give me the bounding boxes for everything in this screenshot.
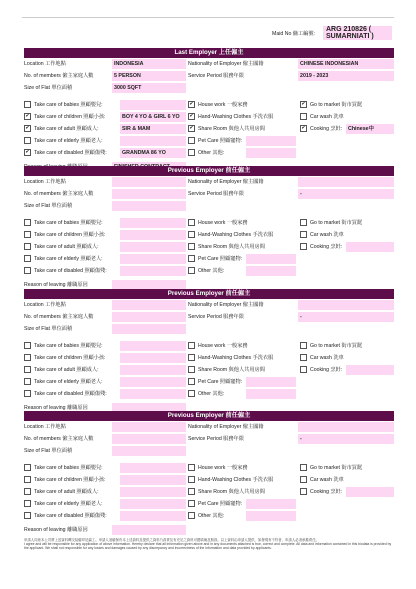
- other-field: [246, 266, 296, 276]
- members-label: No. of members 僱主家庭人數: [24, 314, 94, 320]
- car-checkbox[interactable]: [300, 231, 307, 238]
- location-field: [112, 422, 186, 432]
- duty-row: [24, 510, 394, 522]
- share-label: Share Room 與他人共用房間: [198, 489, 265, 495]
- flat-field: [112, 324, 186, 334]
- nationality-label: Nationality of Employer 僱主國籍: [188, 424, 264, 430]
- car-label: Car wash 洗車: [310, 232, 344, 238]
- section-title: Last Employer 上任僱主: [24, 48, 394, 58]
- children-field: BOY 4 YO & GIRL 6 YO: [120, 112, 186, 122]
- top-divider: [22, 17, 394, 18]
- location-field: [112, 177, 186, 187]
- pet-field: [246, 254, 296, 264]
- pet-checkbox[interactable]: [188, 255, 195, 262]
- location-field: [112, 300, 186, 310]
- children-label: Take care of children 照顧小孩:: [34, 114, 106, 120]
- pet-checkbox[interactable]: [188, 500, 195, 507]
- duty-row: [24, 135, 394, 147]
- employer-section: [24, 166, 394, 291]
- market-checkbox[interactable]: ✔: [301, 101, 306, 107]
- declaration-footer: [24, 538, 394, 551]
- house-label: House work 一般家務: [198, 465, 248, 471]
- location-label: Location 工作地點: [24, 424, 66, 430]
- share-checkbox[interactable]: [188, 243, 195, 250]
- maid-number-label: Maid No 傭工編號:: [272, 30, 315, 37]
- hand-label: Hand-Washing Clothes 手洗衣服: [198, 477, 274, 483]
- children-checkbox[interactable]: [24, 476, 31, 483]
- duty-row: [24, 253, 394, 265]
- nationality-label: Nationality of Employer 僱主國籍: [188, 179, 264, 185]
- adult-label: Take care of adult 照顧成人:: [34, 244, 99, 250]
- cooking-label: Cooking 烹飪:: [310, 489, 343, 495]
- nationality-label: Nationality of Employer 僱主國籍: [188, 302, 264, 308]
- other-field: [246, 389, 296, 399]
- pet-field: [246, 377, 296, 387]
- house-label: House work 一般家務: [198, 102, 248, 108]
- car-checkbox[interactable]: [300, 354, 307, 361]
- disabled-field: GRANDMA 86 YO: [120, 148, 186, 158]
- cooking-checkbox[interactable]: ✔: [301, 125, 306, 131]
- other-checkbox[interactable]: [188, 390, 195, 397]
- pet-label: Pet Care 照顧寵物:: [198, 501, 243, 507]
- declaration-en: I agree and will be responsible for any application of above information. Hereby declare that all information given above and in any documents attached is true, correct and complete. All data and information contained in this biodata is provided by the applicant. We shall not responsible for any losses and damages caused by any discrepancy and incorrectness of the information and data provided by applicants.: [24, 542, 392, 551]
- babies-label: Take care of babies 照顧嬰兒:: [34, 220, 103, 226]
- other-checkbox[interactable]: [188, 149, 195, 156]
- elderly-checkbox[interactable]: [24, 378, 31, 385]
- disabled-checkbox[interactable]: [24, 267, 31, 274]
- share-checkbox[interactable]: [188, 366, 195, 373]
- flat-row: [24, 445, 394, 457]
- members-field: [112, 434, 186, 444]
- pet-label: Pet Care 照顧寵物:: [198, 256, 243, 262]
- house-checkbox[interactable]: [188, 464, 195, 471]
- reason-row: [24, 524, 394, 536]
- location-label: Location 工作地點: [24, 61, 66, 67]
- house-label: House work 一般家務: [198, 343, 248, 349]
- period-label: Service Period 服務年限: [188, 314, 244, 320]
- nationality-label: Nationality of Employer 僱主國籍: [188, 61, 264, 67]
- children-checkbox[interactable]: [24, 231, 31, 238]
- members-row: [24, 311, 394, 323]
- disabled-field: [120, 511, 186, 521]
- section-title: Previous Employer 前任僱主: [24, 411, 394, 421]
- other-field: [246, 148, 296, 158]
- babies-checkbox[interactable]: [24, 219, 31, 226]
- flat-label: Size of Flat 單位面積: [24, 326, 73, 332]
- elderly-checkbox[interactable]: [24, 255, 31, 262]
- pet-label: Pet Care 照顧寵物:: [198, 138, 243, 144]
- cooking-field: [346, 365, 394, 375]
- members-label: No. of members 僱主家庭人數: [24, 191, 94, 197]
- period-field: 2019 - 2023: [298, 71, 394, 81]
- car-label: Car wash 洗車: [310, 355, 344, 361]
- elderly-field: [120, 499, 186, 509]
- elderly-field: [120, 136, 186, 146]
- market-checkbox[interactable]: [300, 219, 307, 226]
- share-checkbox[interactable]: ✔: [189, 125, 194, 131]
- pet-field: [246, 499, 296, 509]
- children-field: [120, 475, 186, 485]
- section-title: Previous Employer 前任僱主: [24, 289, 394, 299]
- other-label: Other 其他:: [198, 391, 225, 397]
- members-row: [24, 433, 394, 445]
- members-row: [24, 188, 394, 200]
- babies-field: [120, 218, 186, 228]
- duty-row: [24, 388, 394, 400]
- disabled-checkbox[interactable]: ✔: [25, 149, 30, 155]
- babies-field: [120, 341, 186, 351]
- hand-label: Hand-Washing Clothes 手洗衣服: [198, 114, 274, 120]
- maid-number-row: [272, 26, 392, 40]
- babies-label: Take care of babies 照顧嬰兒:: [34, 102, 103, 108]
- reason-label: Reason of leaving 離職原因: [24, 405, 88, 411]
- duty-row: [24, 123, 394, 135]
- adult-label: Take care of adult 照顧成人:: [34, 126, 99, 132]
- period-label: Service Period 服務年限: [188, 73, 244, 79]
- period-field: -: [298, 434, 394, 444]
- flat-label: Size of Flat 單位面積: [24, 85, 73, 91]
- adult-field: [120, 242, 186, 252]
- cooking-field: Chinese中: [346, 124, 394, 134]
- biodata-page: [12, 12, 404, 565]
- house-checkbox[interactable]: ✔: [189, 101, 194, 107]
- elderly-checkbox[interactable]: [24, 137, 31, 144]
- disabled-field: [120, 266, 186, 276]
- other-label: Other 其他:: [198, 268, 225, 274]
- market-label: Go to market 街市買餸: [310, 343, 363, 349]
- reason-field: [112, 525, 186, 535]
- flat-field: [112, 446, 186, 456]
- duty-row: [24, 352, 394, 364]
- period-label: Service Period 服務年限: [188, 191, 244, 197]
- disabled-label: Take care of disabled 照顧傷殘:: [34, 150, 107, 156]
- share-label: Share Room 與他人共用房間: [198, 244, 265, 250]
- disabled-checkbox[interactable]: [24, 390, 31, 397]
- duty-row: [24, 364, 394, 376]
- location-label: Location 工作地點: [24, 179, 66, 185]
- cooking-label: Cooking 烹飪:: [310, 244, 343, 250]
- share-label: Share Room 與他人共用房間: [198, 126, 265, 132]
- cooking-label: Cooking 烹飪:: [310, 126, 343, 132]
- flat-field: 3000 SQFT: [112, 83, 186, 93]
- members-field: [112, 189, 186, 199]
- babies-checkbox[interactable]: [24, 464, 31, 471]
- share-label: Share Room 與他人共用房間: [198, 367, 265, 373]
- disabled-label: Take care of disabled 照顧傷殘:: [34, 513, 107, 519]
- duty-row: [24, 474, 394, 486]
- adult-checkbox[interactable]: [24, 488, 31, 495]
- duty-row: [24, 340, 394, 352]
- hand-checkbox[interactable]: ✔: [189, 113, 194, 119]
- other-field: [246, 511, 296, 521]
- market-checkbox[interactable]: [300, 342, 307, 349]
- flat-row: [24, 200, 394, 212]
- disabled-label: Take care of disabled 照顧傷殘:: [34, 391, 107, 397]
- cooking-checkbox[interactable]: [300, 243, 307, 250]
- location-row: [24, 421, 394, 433]
- share-checkbox[interactable]: [188, 488, 195, 495]
- house-checkbox[interactable]: [188, 342, 195, 349]
- adult-checkbox[interactable]: [24, 366, 31, 373]
- car-checkbox[interactable]: [300, 476, 307, 483]
- market-checkbox[interactable]: [300, 464, 307, 471]
- period-field: -: [298, 312, 394, 322]
- adult-label: Take care of adult 照顧成人:: [34, 367, 99, 373]
- disabled-field: [120, 389, 186, 399]
- market-label: Go to market 街市買餸: [310, 102, 363, 108]
- members-label: No. of members 僱主家庭人數: [24, 436, 94, 442]
- flat-label: Size of Flat 單位面積: [24, 203, 73, 209]
- adult-label: Take care of adult 照顧成人:: [34, 489, 99, 495]
- pet-checkbox[interactable]: [188, 378, 195, 385]
- market-label: Go to market 街市買餸: [310, 465, 363, 471]
- flat-label: Size of Flat 單位面積: [24, 448, 73, 454]
- babies-label: Take care of babies 照顧嬰兒:: [34, 465, 103, 471]
- members-field: 5 PERSON: [112, 71, 186, 81]
- cooking-checkbox[interactable]: [300, 366, 307, 373]
- flat-row: [24, 323, 394, 335]
- declaration-zh: 申請人同意本公司將上述資料轉交給僱印尼傭工。申請人須確保有本上述資料及提供之資料乃真實及有充足之資料可獲填補及無誤。以上資料由申請人提供，如發現有不符者，申請人必須承擔責任。: [24, 538, 319, 542]
- duty-row: [24, 147, 394, 159]
- babies-checkbox[interactable]: [24, 342, 31, 349]
- elderly-label: Take care of elderly 照顧老人:: [34, 379, 103, 385]
- nationality-field: [298, 177, 394, 187]
- nationality-field: [298, 422, 394, 432]
- hand-label: Hand-Washing Clothes 手洗衣服: [198, 355, 274, 361]
- adult-checkbox[interactable]: ✔: [25, 125, 30, 131]
- flat-row: [24, 82, 394, 94]
- babies-field: [120, 100, 186, 110]
- period-label: Service Period 服務年限: [188, 436, 244, 442]
- children-checkbox[interactable]: [24, 354, 31, 361]
- car-checkbox[interactable]: [300, 113, 307, 120]
- children-field: [120, 230, 186, 240]
- members-field: [112, 312, 186, 322]
- duty-row: [24, 99, 394, 111]
- cooking-checkbox[interactable]: [300, 488, 307, 495]
- children-label: Take care of children 照顧小孩:: [34, 477, 106, 483]
- hand-checkbox[interactable]: [188, 231, 195, 238]
- other-checkbox[interactable]: [188, 267, 195, 274]
- other-label: Other 其他:: [198, 513, 225, 519]
- other-label: Other 其他:: [198, 150, 225, 156]
- elderly-label: Take care of elderly 照顧老人:: [34, 501, 103, 507]
- duty-row: [24, 265, 394, 277]
- elderly-field: [120, 254, 186, 264]
- children-field: [120, 353, 186, 363]
- members-label: No. of members 僱主家庭人數: [24, 73, 94, 79]
- pet-field: [246, 136, 296, 146]
- duty-row: [24, 229, 394, 241]
- children-checkbox[interactable]: ✔: [25, 113, 30, 119]
- duty-row: [24, 111, 394, 123]
- children-label: Take care of children 照顧小孩:: [34, 355, 106, 361]
- hand-checkbox[interactable]: [188, 476, 195, 483]
- maid-number-field: ARG 210826 ( SUMARNIATI ): [323, 26, 392, 40]
- reason-label: Reason of leaving 離職原因: [24, 282, 88, 288]
- babies-checkbox[interactable]: [24, 101, 31, 108]
- section-title: Previous Employer 前任僱主: [24, 166, 394, 176]
- nationality-field: CHINESE INDONESIAN: [298, 59, 394, 69]
- duty-row: [24, 376, 394, 388]
- location-row: [24, 176, 394, 188]
- employer-section: [24, 48, 394, 173]
- adult-field: [120, 365, 186, 375]
- members-row: [24, 70, 394, 82]
- cooking-field: [346, 487, 394, 497]
- duty-row: [24, 486, 394, 498]
- elderly-label: Take care of elderly 照顧老人:: [34, 138, 103, 144]
- other-checkbox[interactable]: [188, 512, 195, 519]
- duty-row: [24, 241, 394, 253]
- location-label: Location 工作地點: [24, 302, 66, 308]
- hand-checkbox[interactable]: [188, 354, 195, 361]
- car-label: Car wash 洗車: [310, 477, 344, 483]
- cooking-label: Cooking 烹飪:: [310, 367, 343, 373]
- house-label: House work 一般家務: [198, 220, 248, 226]
- house-checkbox[interactable]: [188, 219, 195, 226]
- period-field: -: [298, 189, 394, 199]
- babies-label: Take care of babies 照顧嬰兒:: [34, 343, 103, 349]
- pet-checkbox[interactable]: [188, 137, 195, 144]
- employer-section: [24, 289, 394, 414]
- flat-field: [112, 201, 186, 211]
- elderly-checkbox[interactable]: [24, 500, 31, 507]
- nationality-field: [298, 300, 394, 310]
- market-label: Go to market 街市買餸: [310, 220, 363, 226]
- employer-section: [24, 411, 394, 536]
- disabled-label: Take care of disabled 照顧傷殘:: [34, 268, 107, 274]
- elderly-field: [120, 377, 186, 387]
- location-row: [24, 299, 394, 311]
- adult-checkbox[interactable]: [24, 243, 31, 250]
- babies-field: [120, 463, 186, 473]
- disabled-checkbox[interactable]: [24, 512, 31, 519]
- location-field: INDONESIA: [112, 59, 186, 69]
- children-label: Take care of children 照顧小孩:: [34, 232, 106, 238]
- reason-label: Reason of leaving 離職原因: [24, 527, 88, 533]
- location-row: [24, 58, 394, 70]
- cooking-field: [346, 242, 394, 252]
- adult-field: SIR & MAM: [120, 124, 186, 134]
- car-label: Car wash 洗車: [310, 114, 344, 120]
- pet-label: Pet Care 照顧寵物:: [198, 379, 243, 385]
- duty-row: [24, 217, 394, 229]
- duty-row: [24, 498, 394, 510]
- hand-label: Hand-Washing Clothes 手洗衣服: [198, 232, 274, 238]
- elderly-label: Take care of elderly 照顧老人:: [34, 256, 103, 262]
- adult-field: [120, 487, 186, 497]
- duty-row: [24, 462, 394, 474]
